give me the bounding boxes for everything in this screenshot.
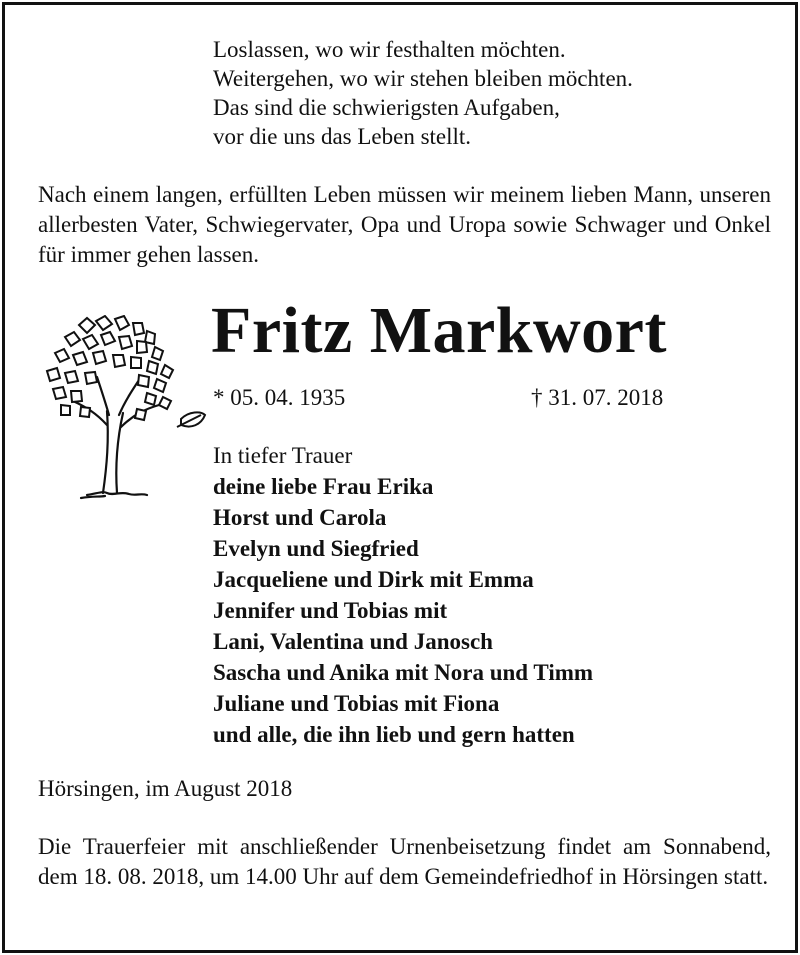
poem-line: Weitergehen, wo wir stehen bleiben möchten. [213, 66, 633, 91]
mourner-line: Horst und Carola [213, 505, 387, 530]
mourning-lead: In tiefer Trauer [213, 443, 353, 468]
mourner-line: und alle, die ihn lieb und gern hatten [213, 722, 575, 747]
mourner-line: Evelyn und Siegfried [213, 536, 419, 561]
mourner-line: Jennifer und Tobias mit [213, 598, 448, 623]
obituary-frame [2, 2, 798, 953]
mourner-line: Sascha und Anika mit Nora und Timm [213, 660, 594, 685]
poem-line: Loslassen, wo wir festhalten möchten. [213, 37, 566, 62]
mourner-line: Jacqueliene und Dirk mit Emma [213, 567, 534, 592]
falling-leaf-icon [177, 412, 205, 427]
birth-date: * 05. 04. 1935 [213, 385, 346, 410]
place-date: Hörsingen, im August 2018 [38, 776, 293, 801]
poem-line: vor die uns das Leben stellt. [213, 124, 472, 149]
service-notice: Die Trauerfeier mit anschließender Urnenbeisetzung findet am Sonnabend, dem 18. 08. 2018, um 14.00 Uhr auf dem Gemeindefriedhof in Hörsingen statt. [38, 834, 771, 889]
mourners-list [213, 471, 593, 750]
intro-text: Nach einem langen, erfüllten Leben müssen wir meinem lieben Mann, unseren allerbesten Vater, Schwiegervater, Opa und Uropa sowie Schwager und Onkel für immer gehen lassen. [38, 182, 771, 267]
mourner-line: Lani, Valentina und Janosch [213, 629, 493, 654]
mourner-line: deine liebe Frau Erika [213, 474, 434, 499]
tree-icon [41, 315, 211, 505]
deceased-name: Fritz Markwort [211, 294, 667, 367]
mourner-line: Juliane und Tobias mit Fiona [213, 691, 500, 716]
poem-line: Das sind die schwierigsten Aufgaben, [213, 95, 560, 120]
poem [213, 35, 633, 151]
death-date: † 31. 07. 2018 [531, 385, 664, 410]
